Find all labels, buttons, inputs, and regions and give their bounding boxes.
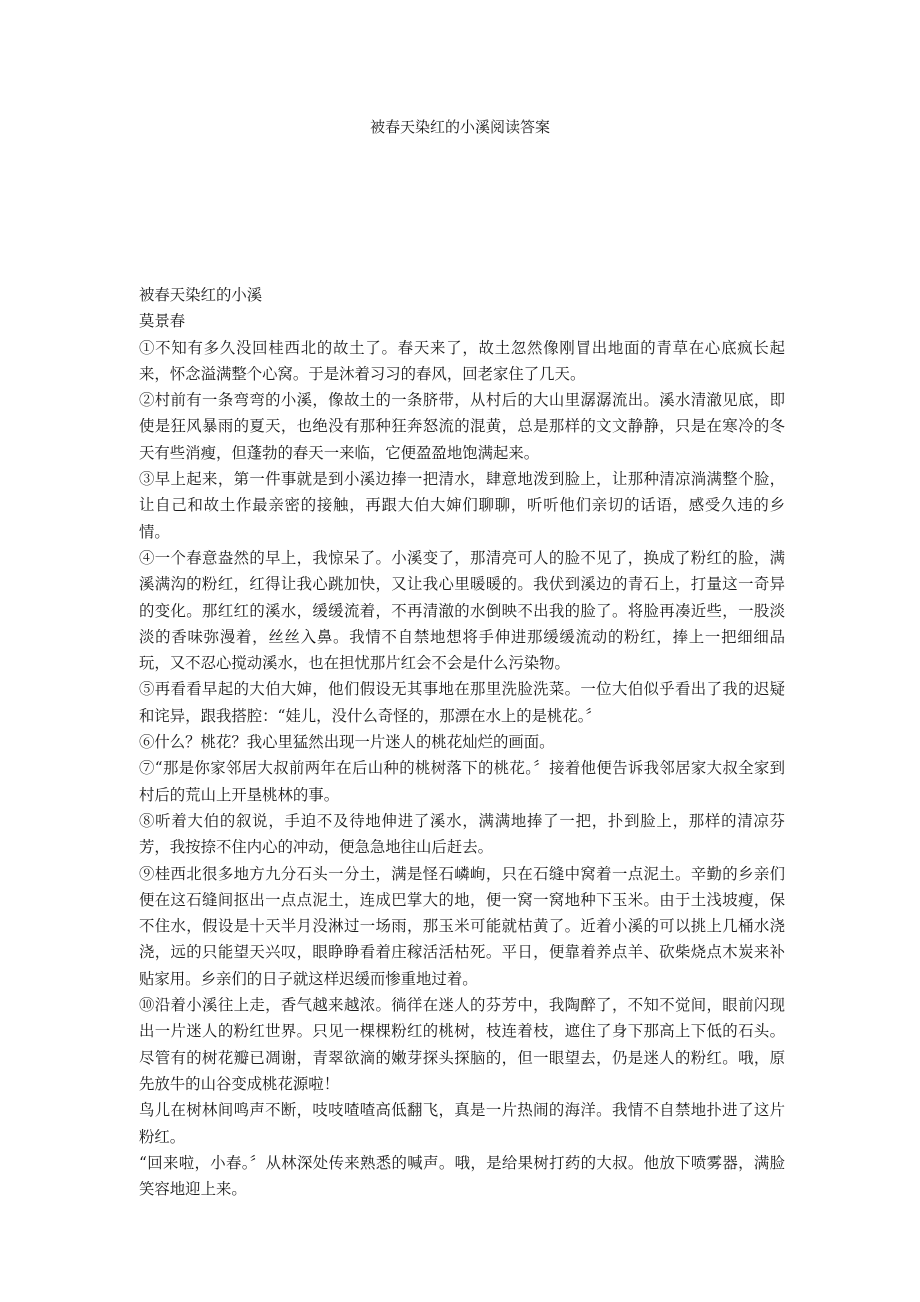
- paragraph-7: ⑦“那是你家邻居大叔前两年在后山种的桃树落下的桃花。〞接着他便告诉我邻居家大叔全家到村后的荒山上开垦桃林的事。: [139, 759, 785, 804]
- paragraph-11: 鸟儿在树林间鸣声不断，吱吱喳喳高低翻飞，真是一片热闹的海洋。我情不自禁地扑进了这片粉红。: [139, 1101, 785, 1146]
- paragraph-2: ②村前有一条弯弯的小溪，像故土的一条脐带，从村后的大山里潺潺流出。溪水清澈见底，即使是狂风暴雨的夏天，也绝没有那种狂奔怒流的混黄，总是那样的文文静静，只是在寒冷的冬天有些消瘦，但蓬勃的春天一来临，它便盈盈地饱满起来。: [139, 391, 785, 462]
- paragraph-1: ①不知有多久没回桂西北的故土了。春天来了，故土忽然像刚冒出地面的青草在心底疯长起来，怀念溢满整个心窝。于是沐着习习的春风，回老家住了几天。: [139, 338, 785, 383]
- paragraph-8: ⑧听着大伯的叙说，手迫不及待地伸进了溪水，满满地捧了一把，扑到脸上，那样的清凉芬芳，我按捺不住内心的冲动，便急急地往山后赶去。: [139, 811, 785, 857]
- author-name: 莫景春: [139, 312, 186, 331]
- paragraph-12: “回来啦，小春。〞从林深处传来熟悉的喊声。哦，是给果树打药的大叔。他放下喷雾器，满脸笑容地迎上来。: [139, 1153, 785, 1199]
- paragraph-5: ⑤再看看早起的大伯大婶，他们假设无其事地在那里洗脸洗菜。一位大伯似乎看出了我的迟疑和诧异，跟我搭腔：“娃儿，没什么奇怪的，那漂在水上的是桃花。〞: [139, 680, 785, 725]
- paragraph-6: ⑥什么？桃花？我心里猛然出现一片迷人的桃花灿烂的画面。: [139, 733, 555, 752]
- document-body: [139, 282, 785, 1202]
- document-title: 被春天染红的小溪阅读答案: [369, 118, 550, 136]
- paragraph-9: ⑨桂西北很多地方九分石头一分土，满是怪石嶙峋，只在石缝中窝着一点泥土。辛勤的乡亲们便在这石缝间抠出一点点泥土，连成巴掌大的地，便一窝一窝地种下玉米。由于土浅坡瘦，保不住水，假设是十天半月没淋过一场雨，那玉米可能就枯黄了。近着小溪的可以挑上几桶水浇浇，远的只能望天兴叹，眼睁睁看着庄稼活活枯死。平日，便靠着养点羊、砍柴烧点木炭来补贴家用。乡亲们的日子就这样迟缓而惨重地过着。: [139, 864, 785, 988]
- paragraph-4: ④一个春意盎然的早上，我惊呆了。小溪变了，那清亮可人的脸不见了，换成了粉红的脸，满溪满沟的粉红，红得让我心跳加快，又让我心里暖暖的。我伏到溪边的青石上，打量这一奇异的变化。那红红的溪水，缓缓流着，不再清澈的水倒映不出我的脸了。将脸再凑近些，一股淡淡的香味弥漫着，丝丝入鼻。我情不自禁地想将手伸进那缓缓流动的粉红，捧上一把细细品玩，又不忍心搅动溪水，也在担忧那片红会不会是什么污染物。: [139, 548, 785, 673]
- essay-title: 被春天染红的小溪: [139, 286, 263, 304]
- paragraph-10: ⑩沿着小溪往上走，香气越来越浓。徜徉在迷人的芬芳中，我陶醉了，不知不觉间，眼前闪现出一片迷人的粉红世界。只见一棵棵粉红的桃树，枝连着枝，遮住了身下那高上下低的石头。尽管有的树花瓣已凋谢，青翠欲滴的嫩芽探头探脑的，但一眼望去，仍是迷人的粉红。哦，原先放牛的山谷变成桃花源啦！: [139, 996, 785, 1093]
- paragraph-3: ③早上起来，第一件事就是到小溪边捧一把清水，肆意地泼到脸上，让那种清凉淌满整个脸，让自己和故土作最亲密的接触，再跟大伯大婶们聊聊，听听他们亲切的话语，感受久违的乡情。: [139, 470, 785, 541]
